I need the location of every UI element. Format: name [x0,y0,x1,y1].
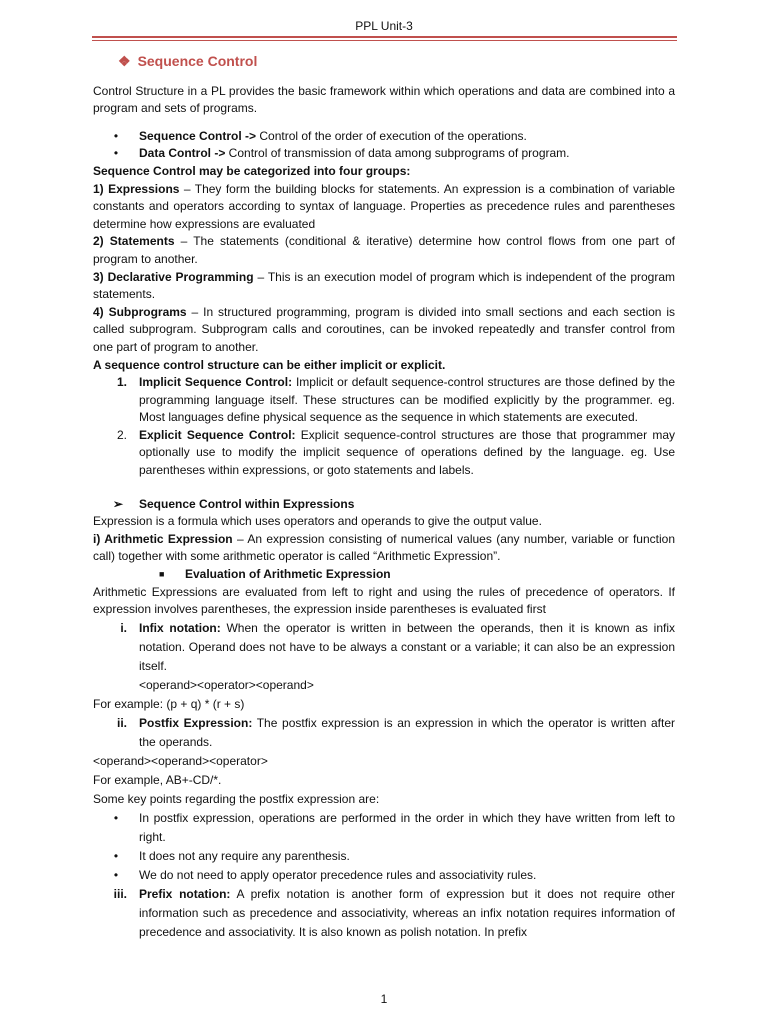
document-body [93,53,675,942]
diamond-bullet-icon: ❖ [118,53,131,69]
section-title-text: Sequence Control [137,53,258,69]
group-paragraph: 2) Statements – The statements (conditional & iterative) determine how control flows from one part of program to another. [93,234,675,266]
evaluation-heading: ■ Evaluation of Arithmetic Expression [93,566,675,584]
evaluation-paragraph: Arithmetic Expressions are evaluated from left to right and using the rules of precedence of operators. If expression involves parentheses, the expression inside parentheses is evaluated first [93,584,675,617]
item-number: ii. [116,715,127,730]
key-points-intro: Some key points regarding the postfix expression are: [93,791,380,806]
subsection-heading-text: Sequence Control within Expressions [139,496,355,511]
arrow-bullet-icon: ➢ [113,496,124,511]
bullet-icon: • [113,810,119,825]
numbered-item: ii. Postfix Expression: The postfix expression is an expression in which the operator is written after the operands. [93,714,675,752]
intro-paragraph: Control Structure in a PL provides the basic framework within which operations and data are combined into a program and sets of programs. [93,83,675,116]
header-rule [92,36,677,38]
section-title [118,53,675,71]
arithmetic-expression-paragraph: i) Arithmetic Expression – An expression consisting of numerical values (any number, variable or function call) together with some arithmetic operator is called “Arithmetic Expression”. [93,531,676,564]
list-item [93,145,675,163]
list-item-text: Control of transmission of data among subprograms of program. [225,146,570,161]
numbered-item: 2. Explicit Sequence Control: Explicit sequence-control structures are those that programmer may optionally use to modify the implicit sequence of operations defined by the language. eg. Use parentheses within expressions, or goto statements and labels. [117,427,675,478]
group-paragraph: 4) Subprograms – In structured programming, program is divided into small sections and each section is called subprogram. Subprogram calls and coroutines, can be invoked repeatedly and transfer control from one part of program to another. [93,304,676,354]
list-item: • We do not need to apply operator precedence rules and associativity rules. [93,866,675,885]
expression-definition: Expression is a formula which uses operators and operands to give the output value. [93,514,542,529]
item-number: 2. [117,427,128,442]
group-paragraph: 1) Expressions – They form the building blocks for statements. An expression is a combination of variable constants and operators according to syntax of language. Properties as precedence rules and parentheses determine how expressions are evaluated [93,181,675,231]
item-number: 1. [117,375,128,390]
numbered-item: iii. Prefix notation: A prefix notation is another form of expression but it does not require other information such as precedence and associativity, whereas an infix notation requires information of precedence and associativity. It is also known as polish notation. In prefix [93,885,675,942]
group-paragraph: 3) Declarative Programming – This is an execution model of program which is independent of the program statements. [93,269,675,302]
postfix-example: For example, AB+-CD/*. [93,772,222,787]
numbered-item: i. Infix notation: When the operator is written in between the operands, then it is known as infix notation. Operand does not have to be always a constant or a variable; it can also be an expression itself. <operand><operator><operand> [93,619,675,695]
bullet-icon: • [113,867,119,882]
structure-heading: A sequence control structure can be either implicit or explicit. [93,357,446,372]
list-item-text: Control of the order of execution of the operations. [256,128,527,143]
list-item [93,128,675,146]
postfix-form: <operand><operand><operator> [93,753,268,768]
list-item-term: Sequence Control -> [139,128,257,143]
numbered-item: 1. Implicit Sequence Control: Implicit or default sequence-control structures are those defined by the programming language itself. These structures can be modified explicitly by the programmer. eg. Most languages define physical sequence as the sequence in which statements are executed. [117,375,675,425]
bullet-icon: • [113,146,119,161]
page-number: 1 [380,992,388,1006]
item-number: iii. [113,886,127,901]
infix-form: <operand><operator><operand> [139,677,314,692]
infix-example: For example: (p + q) * (r + s) [93,696,245,711]
subsection-heading [93,496,675,514]
page-header: PPL Unit-3 [355,19,413,33]
groups-heading: Sequence Control may be categorized into four groups: [93,163,411,178]
bullet-icon: • [113,128,119,143]
list-item: • It does not any require any parenthesis. [93,847,675,866]
list-item-term: Data Control -> [139,146,226,161]
item-number: i. [120,620,127,635]
header-rule-thin [92,40,677,41]
list-item: • In postfix expression, operations are performed in the order in which they have written from left to right. [93,809,675,847]
square-bullet-icon: ■ [159,569,165,580]
bullet-icon: • [113,848,119,863]
